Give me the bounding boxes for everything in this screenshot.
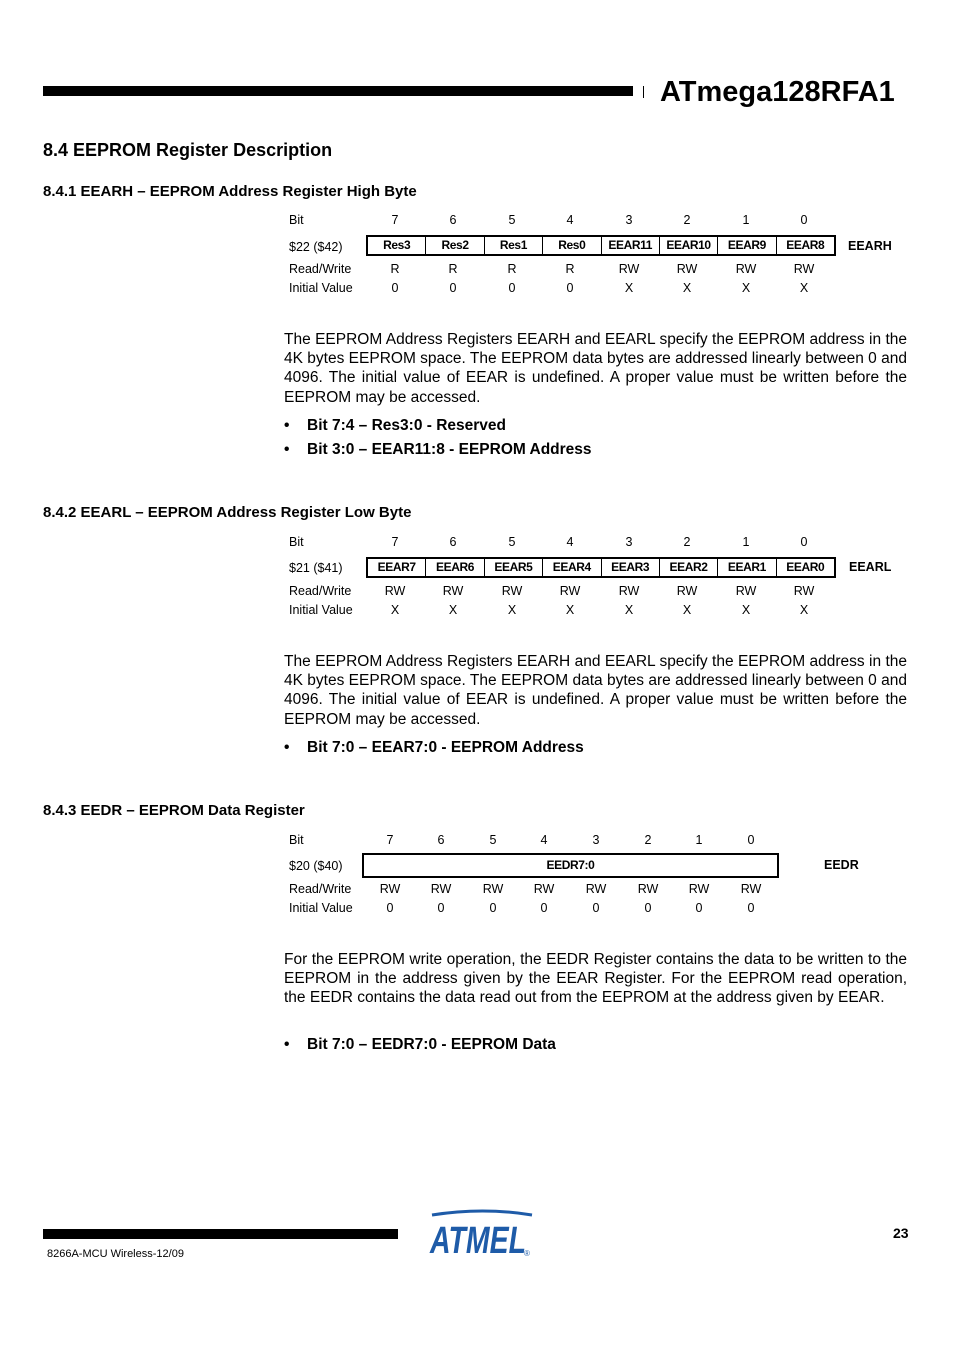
rw-value: R xyxy=(507,262,517,276)
section-title: 8.4 EEPROM Register Description xyxy=(43,140,333,160)
register-name: EEDR xyxy=(824,858,859,872)
init-value: X xyxy=(682,603,692,617)
rw-value: RW xyxy=(676,262,698,276)
rw-value: R xyxy=(390,262,400,276)
register-field: EEAR4 xyxy=(542,559,600,576)
rw-value: RW xyxy=(793,262,815,276)
register-field: EEAR0 xyxy=(776,559,834,576)
init-value: X xyxy=(741,281,751,295)
register-heading-eearl: 8.4.2 EEARL – EEPROM Address Register Low Byte xyxy=(43,504,412,521)
rw-value: RW xyxy=(637,882,659,896)
init-value: 0 xyxy=(644,901,652,915)
rw-value: RW xyxy=(585,882,607,896)
rw-value: RW xyxy=(384,584,406,598)
init-value: 0 xyxy=(449,281,457,295)
rw-value: RW xyxy=(618,584,640,598)
rw-value: RW xyxy=(735,262,757,276)
init-value: X xyxy=(741,603,751,617)
bit-number: 6 xyxy=(449,535,457,549)
bit-description xyxy=(284,1036,556,1054)
bullet-icon: • xyxy=(284,417,290,434)
init-value: 0 xyxy=(489,901,497,915)
rw-value: RW xyxy=(442,584,464,598)
init-value: X xyxy=(799,603,809,617)
bit-description-text: Bit 7:4 – Res3:0 - Reserved xyxy=(307,417,507,434)
rw-value: RW xyxy=(735,584,757,598)
rw-label: Read/Write xyxy=(289,262,352,276)
register-field: Res3 xyxy=(383,238,411,252)
register-name: EEARL xyxy=(849,560,892,574)
init-value: X xyxy=(624,603,634,617)
init-value: X xyxy=(624,281,634,295)
header-rule xyxy=(43,86,633,96)
bit-number: 7 xyxy=(386,833,394,847)
register-address: $22 ($42) xyxy=(289,240,343,254)
rw-value: RW xyxy=(501,584,523,598)
init-value: X xyxy=(565,603,575,617)
bit-label: Bit xyxy=(289,535,304,549)
init-value: 0 xyxy=(508,281,516,295)
register-field: EEAR10 xyxy=(659,237,717,254)
bit-number: 2 xyxy=(683,213,691,227)
bit-description xyxy=(284,739,584,757)
rw-label: Read/Write xyxy=(289,584,352,598)
register-field-box xyxy=(366,235,836,256)
rw-value: RW xyxy=(559,584,581,598)
init-value: 0 xyxy=(566,281,574,295)
register-field: EEAR9 xyxy=(717,237,775,254)
bit-description-text: Bit 3:0 – EEAR11:8 - EEPROM Address xyxy=(307,441,592,458)
bit-label: Bit xyxy=(289,833,304,847)
rw-label: Read/Write xyxy=(289,882,352,896)
register-field-box xyxy=(366,557,836,578)
rw-value: RW xyxy=(618,262,640,276)
register-field: EEAR11 xyxy=(601,237,659,254)
register-field-box xyxy=(362,853,779,878)
page-number: 23 xyxy=(893,1225,909,1241)
init-label: Initial Value xyxy=(289,603,353,617)
bit-number: 2 xyxy=(644,833,652,847)
bit-number: 6 xyxy=(437,833,445,847)
register-field: EEAR5 xyxy=(484,559,542,576)
rw-value: RW xyxy=(740,882,762,896)
bit-description xyxy=(284,417,506,435)
register-heading-eearh: 8.4.1 EEARH – EEPROM Address Register High Byte xyxy=(43,183,417,200)
bit-number: 3 xyxy=(625,535,633,549)
rw-value: RW xyxy=(533,882,555,896)
bit-number: 6 xyxy=(449,213,457,227)
init-value: X xyxy=(507,603,517,617)
logo-text: ATMEL xyxy=(429,1220,526,1259)
rw-value: RW xyxy=(379,882,401,896)
bit-number: 5 xyxy=(508,535,516,549)
register-description: For the EEPROM write operation, the EEDR Register contains the data to be written to the EEPROM in the address given by the EEAR Register. For the EEPROM read operation, the EEDR contains the data read out from the EEPROM at the address given by EEAR. xyxy=(284,951,907,1007)
init-label: Initial Value xyxy=(289,281,353,295)
register-field: EEAR3 xyxy=(601,559,659,576)
init-value: X xyxy=(390,603,400,617)
init-value: 0 xyxy=(540,901,548,915)
rw-value: RW xyxy=(430,882,452,896)
init-value: 0 xyxy=(386,901,394,915)
register-field: EEDR7:0 xyxy=(546,858,595,872)
bullet-icon: • xyxy=(284,739,290,756)
init-value: 0 xyxy=(592,901,600,915)
register-description: The EEPROM Address Registers EEARH and EEARL specify the EEPROM address in the 4K bytes EEPROM space. The EEPROM data bytes are addressed linearly between 0 and 4096. The initial value of EEAR is undefined. A proper value must be written before the EEPROM may be accessed. xyxy=(284,653,907,728)
init-value: X xyxy=(448,603,458,617)
bit-number: 4 xyxy=(566,213,574,227)
header-divider xyxy=(643,86,644,98)
rw-value: RW xyxy=(688,882,710,896)
bit-number: 5 xyxy=(508,213,516,227)
bit-number: 4 xyxy=(566,535,574,549)
bit-number: 7 xyxy=(391,213,399,227)
init-value: 0 xyxy=(695,901,703,915)
register-description: The EEPROM Address Registers EEARH and EEARL specify the EEPROM address in the 4K bytes EEPROM space. The EEPROM data bytes are addressed linearly between 0 and 4096. The initial value of EEAR is undefined. A proper value must be written before the EEPROM may be accessed. xyxy=(284,331,907,406)
rw-value: RW xyxy=(676,584,698,598)
bit-number: 0 xyxy=(800,213,808,227)
logo-registered-mark: ® xyxy=(524,1249,530,1258)
bit-description-text: Bit 7:0 – EEAR7:0 - EEPROM Address xyxy=(307,739,584,756)
bit-number: 2 xyxy=(683,535,691,549)
atmel-logo-icon xyxy=(428,1209,538,1259)
register-field: EEAR1 xyxy=(717,559,775,576)
rw-value: RW xyxy=(482,882,504,896)
init-value: 0 xyxy=(437,901,445,915)
bit-number: 3 xyxy=(625,213,633,227)
register-field: Res0 xyxy=(542,237,600,254)
register-field: EEAR8 xyxy=(776,237,834,254)
footer-rule xyxy=(43,1229,398,1239)
bit-number: 7 xyxy=(391,535,399,549)
bit-description xyxy=(284,441,592,459)
rw-value: RW xyxy=(793,584,815,598)
document-id: 8266A-MCU Wireless-12/09 xyxy=(47,1248,184,1260)
init-value: 0 xyxy=(391,281,399,295)
register-field: Res1 xyxy=(484,237,542,254)
register-field: EEAR7 xyxy=(377,560,416,574)
bit-number: 0 xyxy=(800,535,808,549)
rw-value: R xyxy=(565,262,575,276)
bit-number: 1 xyxy=(695,833,703,847)
bit-description-text: Bit 7:0 – EEDR7:0 - EEPROM Data xyxy=(307,1036,556,1053)
register-name: EEARH xyxy=(848,239,892,253)
bit-number: 1 xyxy=(742,535,750,549)
init-label: Initial Value xyxy=(289,901,353,915)
register-heading-eedr: 8.4.3 EEDR – EEPROM Data Register xyxy=(43,802,305,819)
bullet-icon: • xyxy=(284,441,290,458)
init-value: X xyxy=(799,281,809,295)
register-address: $21 ($41) xyxy=(289,561,343,575)
rw-value: R xyxy=(448,262,458,276)
bit-number: 5 xyxy=(489,833,497,847)
bit-label: Bit xyxy=(289,213,304,227)
atmel-logo xyxy=(428,1209,538,1264)
init-value: X xyxy=(682,281,692,295)
bit-number: 3 xyxy=(592,833,600,847)
bit-number: 4 xyxy=(540,833,548,847)
bit-number: 0 xyxy=(747,833,755,847)
document-title: ATmega128RFA1 xyxy=(660,76,895,108)
register-field: EEAR6 xyxy=(425,559,483,576)
register-field: EEAR2 xyxy=(659,559,717,576)
init-value: 0 xyxy=(747,901,755,915)
bullet-icon: • xyxy=(284,1036,290,1053)
register-field: Res2 xyxy=(425,237,483,254)
register-address: $20 ($40) xyxy=(289,859,343,873)
bit-number: 1 xyxy=(742,213,750,227)
